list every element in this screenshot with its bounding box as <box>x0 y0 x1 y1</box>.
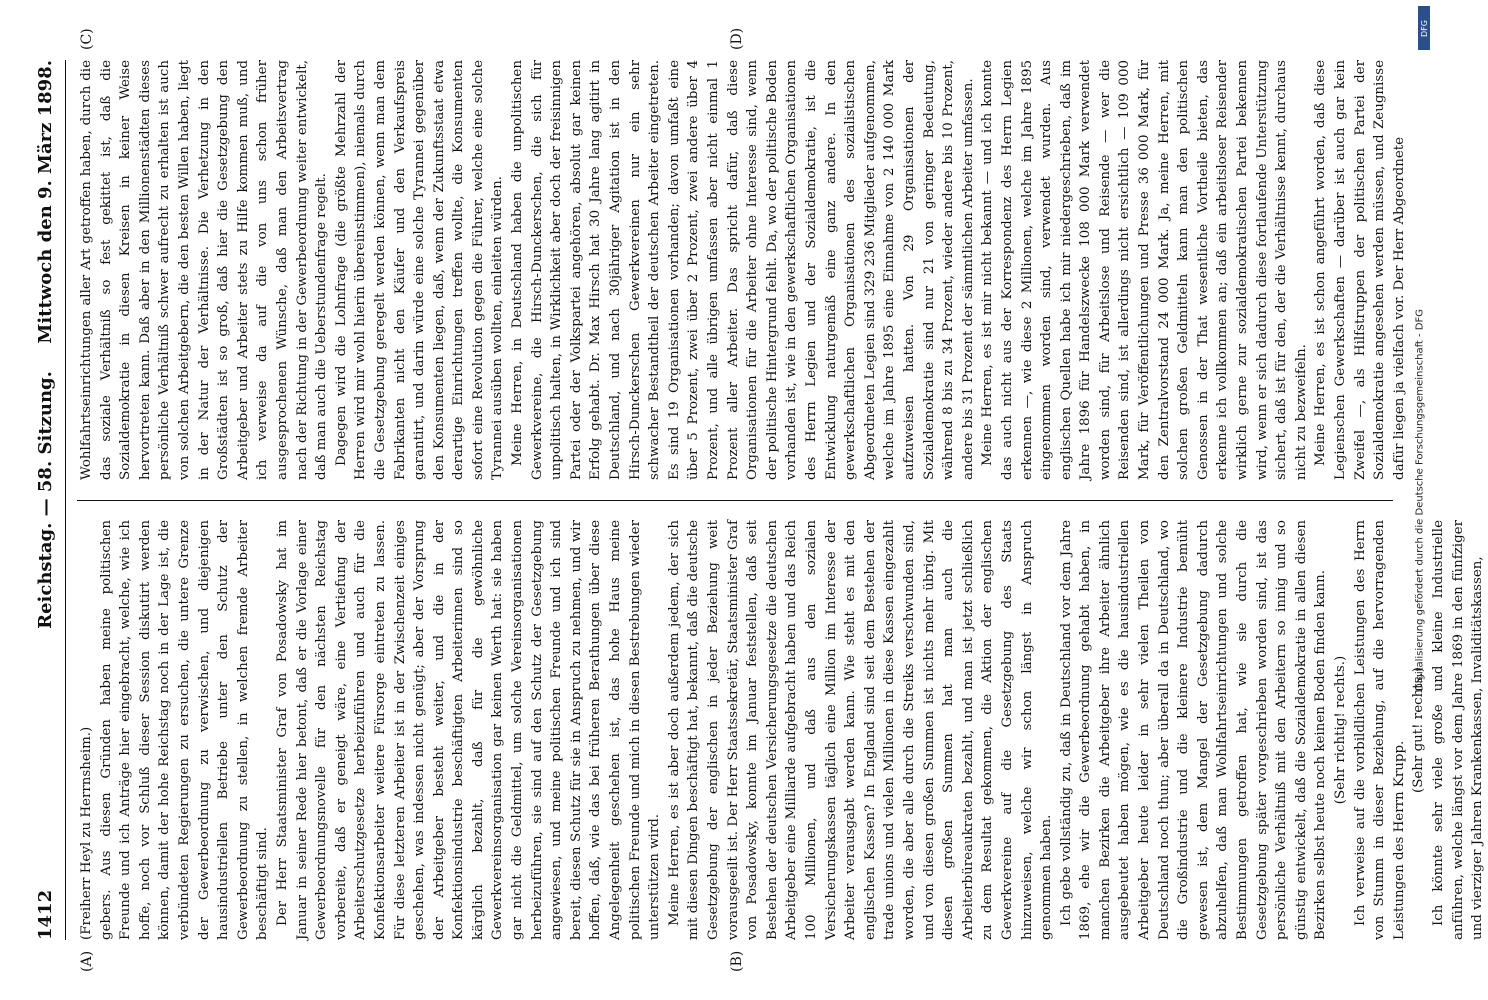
speaker-label: (Freiherr Heyl zu Herrnsheim.) <box>79 726 94 940</box>
margin-marker-c: (C) <box>79 28 95 50</box>
header-rule <box>65 60 66 940</box>
dfg-logo: DFG <box>1418 6 1430 50</box>
column-divider <box>77 500 1393 501</box>
interjection: (Sehr gut! rechts.) <box>1411 667 1427 794</box>
paragraph: Ich verweise auf die vorbildlichen Leistungen des Herrn von Stumm in dieser Beziehung, auf die hervorragenden Leistungen des Herrn Krupp. <box>1352 520 1407 940</box>
session-title: Reichstag. — 58. Sitzung. <box>35 371 56 629</box>
paragraph: Ich gebe vollständig zu, daß in Deutschland vor dem Jahre 1869, ehe wir die Gewerbeordnung gehabt haben, in manchen Bezirken die Arbeitgeber ihre Arbeiter ähnlich ausgebeutet haben mögen, wie es die hausindustriellen Arbeitgeber heute leider in sehr vielen Theilen von Deutschland noch thun; aber überall da in Deutschland, wo die Großindustrie und die kleinere Industrie bemüht gewesen ist, dem Mangel der Gesetzgebung dadurch abzuhelfen, daß man Wohlfahrtseinrichtungen und solche Bestimmungen getroffen hat, wie sie durch die Gesetzgebung später vorgeschrieben worden sind, ist das persönliche Verhältniß mit den Arbeitern so innig und so günstig entwickelt, daß die Sozialdemokratie in allen diesen Bezirken selbst heute noch keinen Boden finden kann. <box>1058 520 1329 940</box>
paragraph: Dagegen wird die Lohnfrage (die größte Mehrzahl der Herren wird mir wohl hierin übereinstimmen), niemals durch die Gesetzgebung geregelt werden können, wenn man dem Fabrikanten nicht den Käufer und den Verkaufspreis garantirt, und darin würde eine solche Tyrannei gegenüber den Konsumenten liegen, daß, wenn der Zukunftsstaat etwa derartige Einrichtungen treffen wollte, die Konsumenten sofort eine Revolution gegen die Führer, welche eine solche Tyrannei ausüben wollten, einleiten würden. <box>333 60 506 480</box>
digitization-note-text: Digitalisierung gefördert durch die Deutsche Forschungsgemeinschaft - DFG <box>1414 308 1426 692</box>
page-header <box>35 60 61 940</box>
left-column <box>77 520 1486 940</box>
session-date: Mittwoch den 9. März 1898. <box>35 60 56 344</box>
page-number: 1412 <box>35 889 56 940</box>
paragraph: Wohlfahrtseinrichtungen aller Art getroffen haben, durch die das soziale Verhältniß so fest gekittet ist, daß die Sozialdemokratie in diesen Kreisen in keiner Weise hervortreten kann. Daß aber in den Millionenstädten dieses persönliche Verhältniß schwer aufrecht zu erhalten ist auch von solchen Arbeitgebern, die den besten Willen haben, liegt in der Natur der Verhältnisse. Die Verhetzung in den Großstädten ist so groß, daß hier die Gesetzgebung den Arbeitgeber und Arbeiter stets zu Hilfe kommen muß, und ich verweise da auf die von uns schon früher ausgesprochenen Wünsche, daß man den Arbeitsvertrag nach der Richtung in der Gewerbeordnung weiter entwickelt, daß man auch die Ueberstundenfrage regelt. <box>79 60 330 480</box>
paragraph: Ich könnte sehr viele große und kleine Industrielle anführen, welche längst vor dem Jahre 1869 in den fünfziger und vierziger Jahren Krankenkassen, Invaliditätskassen, <box>1430 520 1486 940</box>
paragraph: Meine Herren, es ist schon angeführt worden, daß diese Legienschen Gewerkschaften — darüber ist auch gar kein Zweifel —, als Hilfstruppen der politischen Partei der Sozialdemokratie angesehen werden müssen, und Zeugnisse dafür liegen ja vielfach vor. Der Herr Abgeordnete <box>1313 60 1407 480</box>
paragraph: Meine Herren, es ist mir nicht bekannt — und ich konnte das auch nicht aus der Korrespondenz des Herrn Legien erkennen —, wie diese 2 Millionen, welche im Jahre 1895 eingenommen worden sind, verwendet wurden. Aus englischen Quellen habe ich mir niedergeschrieben, daß im Jahre 1896 für Handelszwecke 108 000 Mark verwendet worden sind, für Arbeitslose und Reisende — wer die Reisenden sind, ist allerdings nicht ersichtlich — 109 000 Mark, für Veröffentlichungen und Presse 36 000 Mark, für den Zentralvorstand 24 000 Mark. Ja, meine Herren, mit solchen großen Geldmitteln kann man den politischen Genossen in der That wesentliche Vortheile bieten, das erkenne ich vollkommen an; daß ein arbeitsloser Reisender wirklich gerne zur sozialdemokratischen Partei bekennen wird, wenn er sich dadurch diese fortlaufende Unterstützung sichert, daß ist für den, der die Verhältnisse kennt, durchaus nicht zu bezweifeln. <box>980 60 1309 480</box>
paragraph: Meine Herren, in Deutschland haben die unpolitischen Gewerkvereine, die Hirsch-Dunckerschen, die sich für unpolitisch halten, in Wirklichkeit aber doch der freisinnigen Partei oder der Volkspartei angehören, absolut gar keinen Erfolg gehabt. Dr. Max Hirsch hat 30 Jahre lang agitirt in Deutschland, und nach 30jähriger Agitation ist in den Hirsch-Dunckerschen Gewerkvereinen nur ein sehr schwacher Bestandtheil der deutschen Arbeiter eingetreten. Es sind 19 Organisationen vorhanden; davon umfaßt eine über 5 Prozent, zwei über 2 Prozent, zwei andere über 4 Prozent, und alle übrigen umfassen aber nicht einmal 1 Prozent aller Arbeiter. Das spricht dafür, daß diese Organisationen für die Arbeiter ohne Interesse sind, wenn der politische Hintergrund fehlt. Da, wo der politische Boden vorhanden ist, wie in den gewerkschaftlichen Organisationen des Herrn Legien und der Sozialdemokratie, ist die Entwicklung naturgemäß eine ganz andere. In den gewerkschaftlichen Organisationen des sozialistischen Abgeordneten Legien sind 329 236 Mitglieder aufgenommen, welche im Jahre 1895 eine Einnahme von 2 140 000 Mark aufzuweisen hatten. Von 29 Organisationen der Sozialdemokratie sind nur 21 von geringer Bedeutung, während 8 bis zu 34 Prozent, wieder andere bis 10 Prozent, andere bis 31 Prozent der sämmtlichen Arbeiter umfassen. <box>510 60 976 480</box>
margin-marker-d: (D) <box>729 27 745 50</box>
interjection: (Sehr richtig! rechts.) <box>1333 655 1348 805</box>
digitization-note <box>1410 10 1430 990</box>
paragraph: gebers. Aus diesen Gründen haben meine politischen Freunde und ich Anträge hier eingebracht, welche, wie ich hoffe, noch vor Schluß dieser Session diskutirt werden können, damit der hohe Reichstag noch in der Lage ist, die verbündeten Regierungen zu ersuchen, die untere Grenze der Gewerbeordnung zu verwischen, und diejenigen hausindustriellen Betriebe unter den Schutz der Gewerbeordnung zu stellen, in welchen fremde Arbeiter beschäftigt sind. <box>98 520 271 940</box>
margin-marker-b: (B) <box>729 950 745 972</box>
right-column <box>77 60 1407 480</box>
margin-marker-a: (A) <box>79 950 95 972</box>
paragraph: Meine Herren, es ist aber doch außerdem jedem, der sich mit diesen Dingen beschäftigt hat, bekannt, daß die deutsche Gesetzgebung der englischen in jeder Beziehung weit vorausgeeilt ist. Der Herr Staatssekretär, Staatsminister Graf von Posadowsky, konnte im Januar feststellen, daß seit Bestehen der deutschen Versicherungsgesetze die deutschen Arbeitgeber eine Milliarde aufgebracht haben und das Reich 100 Millionen, und daß aus den sozialen Versicherungskassen täglich eine Million im Interesse der Arbeiter verausgabt werden kann. Wie steht es mit den englischen Kassen? In England sind seit dem Bestehen der trade unions und vielen Millionen in diese Kassen eingezahlt worden, die aber alle durch die Streiks verschwunden sind, und von diesen großen Summen ist nichts mehr übrig. Mit diesen großen Summen hat man auch die Arbeiterbüreaukraten bezahlt, und man ist jetzt schließlich zu dem Resultat gekommen, die Aktion der englischen Gewerkvereine auf die Gesetzgebung des Staats hinzuweisen, welche wir schon längst in Anspruch genommen haben. <box>666 520 1055 940</box>
paragraph: Der Herr Staatsminister Graf von Posadowsky hat im Januar in seiner Rede hier betont, daß er die Vorlage einer Gewerbeordnungsnovelle für den nächsten Reichstag vorbereite, daß er geneigt wäre, eine Vertiefung der Arbeiterschutzgesetze herbeizuführen und auch für die Konfektionsarbeiter weitere Fürsorge eintreten zu lassen. Für diese letzteren Arbeiter ist in der Zwischenzeit einiges geschehen, was indessen nicht genügt; aber der Vorsprung der Arbeitgeber besteht weiter, und die in der Konfektionsindustrie beschäftigten Arbeiterinnen sind so kärglich bezahlt, daß für die gewöhnliche Gewerkvereinsorganisation gar keinen Werth hat: sie haben gar nicht die Geldmittel, um solche Vereinsorganisationen herbeizuführen, sie sind auf den Schutz der Gesetzgebung angewiesen, und meine politischen Freunde und ich sind bereit, diesen Schutz für sie in Anspruch zu nehmen, und wir hoffen, daß, wie das bei früheren Berathungen über diese Angelegenheit geschehen ist, das hohe Haus meine politischen Freunde und mich in diesen Bestrebungen wieder unterstützen wird. <box>274 520 663 940</box>
